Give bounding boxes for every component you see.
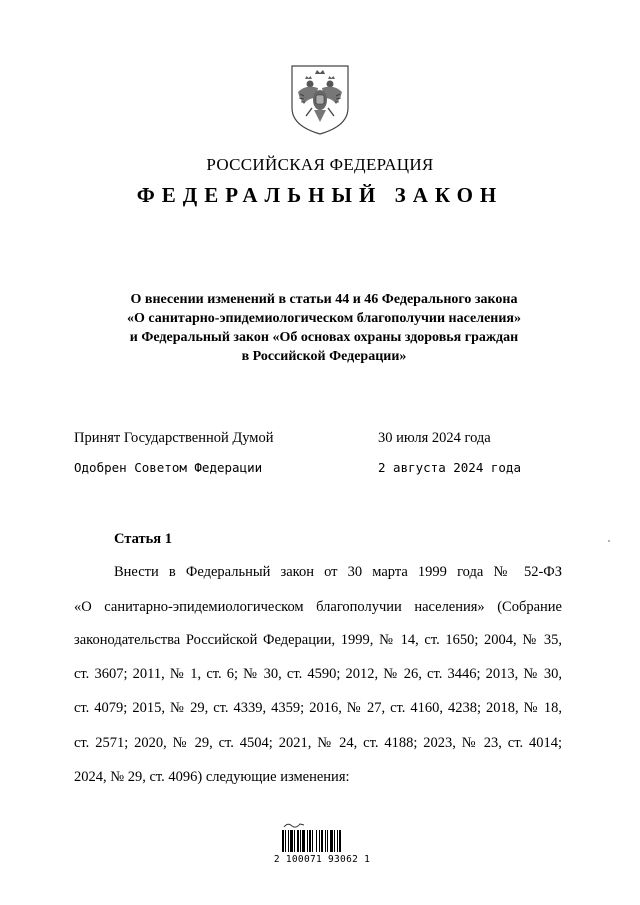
- duma-adoption-label: Принят Государственной Думой: [74, 430, 274, 446]
- article-text-line: «О санитарно-эпидемиологическом благополучии населения» (Собрание: [74, 599, 562, 615]
- article-text-line: Внести в Федеральный закон от 30 марта 1999 года № 52-ФЗ: [114, 564, 562, 580]
- article-text-line: законодательства Российской Федерации, 1999, № 14, ст. 1650; 2004, № 35,: [74, 632, 562, 648]
- registry-stamp-icon: [282, 820, 308, 830]
- coat-of-arms-icon: [288, 62, 352, 136]
- document-barcode: [282, 830, 362, 852]
- article-heading: Статья 1: [114, 531, 172, 547]
- council-approval-label: Одобрен Советом Федерации: [74, 460, 263, 475]
- law-title: [80, 290, 568, 366]
- law-title-line: О внесении изменений в статьи 44 и 46 Федерального закона: [130, 292, 518, 307]
- article-text-line: ст. 2571; 2020, № 29, ст. 4504; 2021, № 24, ст. 4188; 2023, № 23, ст. 4014;: [74, 735, 562, 751]
- law-title-line: «О санитарно-эпидемиологическом благополучии населения»: [126, 311, 521, 326]
- country-name: РОССИЙСКАЯ ФЕДЕРАЦИЯ: [206, 155, 434, 174]
- article-text-line: ст. 4079; 2015, № 29, ст. 4339, 4359; 2016, № 27, ст. 4160, 4238; 2018, № 18,: [74, 700, 562, 716]
- scan-mark: [608, 540, 610, 542]
- duma-adoption-date: 30 июля 2024 года: [378, 430, 491, 446]
- law-title-line: и Федеральный закон «Об основах охраны здоровья граждан: [129, 330, 519, 345]
- article-text-line: 2024, № 29, ст. 4096) следующие изменения:: [74, 769, 350, 785]
- council-approval-date: 2 августа 2024 года: [378, 460, 521, 475]
- document-type: ФЕДЕРАЛЬНЫЙ ЗАКОН: [136, 183, 504, 207]
- article-text-line: ст. 3607; 2011, № 1, ст. 6; № 30, ст. 4590; 2012, № 26, ст. 3446; 2013, № 30,: [74, 666, 562, 682]
- barcode-number: 2 100071 93062 1: [273, 854, 371, 865]
- law-title-line: в Российской Федерации»: [241, 349, 407, 364]
